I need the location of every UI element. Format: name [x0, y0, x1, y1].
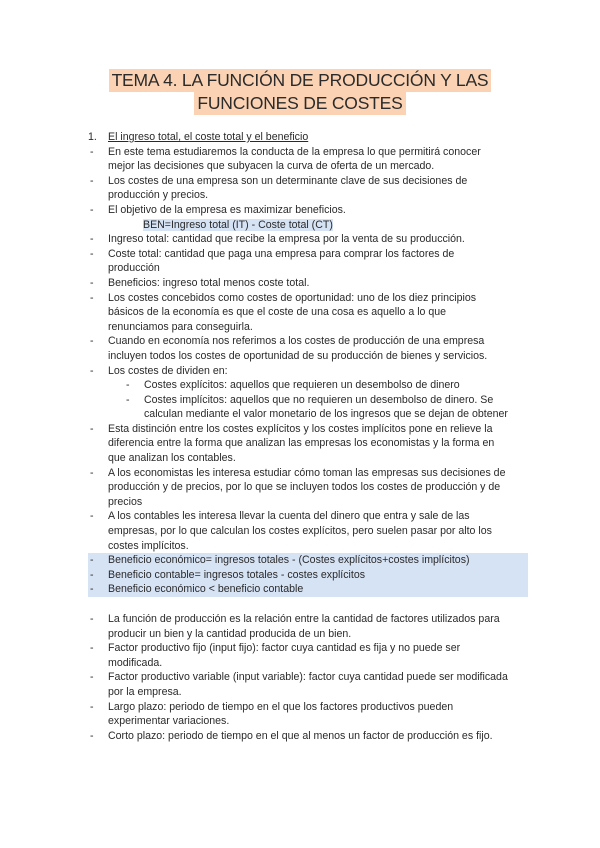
page-title: [0, 69, 600, 115]
title-line-1: TEMA 4. LA FUNCIÓN DE PRODUCCIÓN Y LAS: [109, 69, 492, 92]
section-heading-text: El ingreso total, el coste total y el beneficio: [108, 131, 309, 143]
list-item-beneficios: - Beneficios: ingreso total menos coste total.: [90, 276, 310, 289]
list-item-economistas: - A los economistas les interesa estudiar cómo toman las empresas sus decisiones de producción y de precios, por lo que se incluyen todos los costes de producción y de precios: [90, 466, 506, 508]
title-line-2: FUNCIONES DE COSTES: [194, 92, 405, 115]
spacer: [88, 597, 528, 612]
section-heading: [88, 130, 528, 145]
list-item-ben-economico: - Beneficio económico= ingresos totales - (Costes explícitos+costes implícitos): [88, 553, 528, 568]
list-item-cuando: - Cuando en economía nos referimos a los costes de producción de una empresa incluyen todos los costes de oportunidad de su producción de bienes y servicios.: [90, 335, 488, 362]
list-item-dividen: - Los costes de dividen en:: [90, 364, 228, 377]
list-item-objetivo: - El objetivo de la empresa es maximizar beneficios.: [90, 203, 346, 216]
list-item-ben-comparacion: - Beneficio económico < beneficio contable: [88, 582, 528, 597]
list-item-intro: - En este tema estudiaremos la conducta de la empresa lo que permitirá conocer mejor las decisiones que subyacen la curva de oferta de un mercado.: [90, 145, 481, 173]
list-item-distincion: - Esta distinción entre los costes explícitos y los costes implícitos pone en relieve la diferencia entre la forma que analizan las empresas los economistas y la forma en que analizan los contables.: [90, 422, 495, 465]
section-number: 1.: [88, 131, 97, 143]
list-item-factor-fijo: - Factor productivo fijo (input fijo): factor cuya cantidad es fija y no puede ser modificada.: [90, 642, 461, 669]
list-item-costes: - Los costes de una empresa son un determinante clave de sus decisiones de producción y precios.: [90, 174, 468, 202]
sublist-item-explicitos: - Costes explícitos: aquellos que requieren un desembolso de dinero: [126, 379, 460, 392]
list-item-coste-total: - Coste total: cantidad que paga una empresa para comprar los factores de producción: [90, 247, 455, 275]
list-item-funcion-produccion: - La función de producción es la relación entre la cantidad de factores utilizados para producir un bien y la cantidad producida de un bien.: [90, 613, 500, 640]
list-item-corto-plazo: - Corto plazo: periodo de tiempo en el que al menos un factor de producción es fijo.: [90, 729, 493, 742]
list-item-contables: - A los contables les interesa llevar la cuenta del dinero que entra y sale de las empresas, por lo que calculan los costes explícitos, pero suelen pasar por alto los costes implícitos.: [90, 510, 492, 552]
list-item-factor-variable: - Factor productivo variable (input variable): factor cuya cantidad puede ser modificada por la empresa.: [90, 671, 508, 698]
formula-beneficio: BEN=Ingreso total (IT) - Coste total (CT): [143, 218, 333, 231]
list-item-ben-contable: - Beneficio contable= ingresos totales - costes explícitos: [88, 568, 528, 583]
document-body: [88, 130, 528, 743]
list-item-oportunidad: - Los costes concebidos como costes de oportunidad: uno de los diez principios básicos de la economía es que el coste de una cosa es aquello a lo que renunciamos para conseguirla.: [90, 291, 477, 333]
list-item-largo-plazo: - Largo plazo: periodo de tiempo en el que los factores productivos pueden experimentar variaciones.: [90, 700, 454, 728]
list-item-ingreso-total: - Ingreso total: cantidad que recibe la empresa por la venta de su producción.: [90, 233, 465, 246]
sublist-item-implicitos: - Costes implícitos: aquellos que no requieren un desembolso de dinero. Se calculan mediante el valor monetario de los ingresos que se dejan de obtener: [126, 393, 508, 421]
